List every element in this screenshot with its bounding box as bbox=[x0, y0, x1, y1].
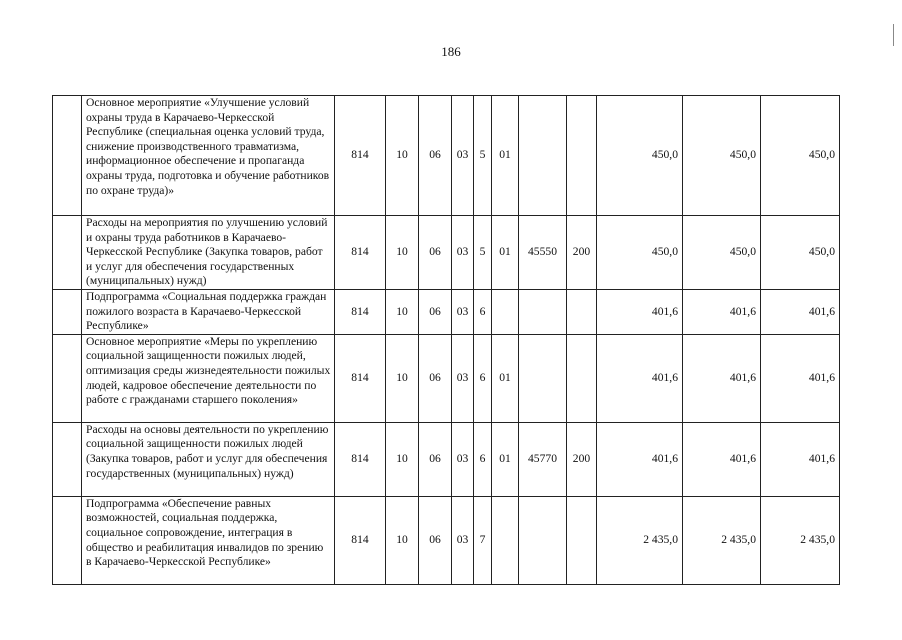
subsection-code: 06 bbox=[419, 96, 452, 216]
amount-year-1: 401,6 bbox=[597, 334, 683, 422]
amount-year-3: 401,6 bbox=[761, 290, 840, 335]
ministry-code: 814 bbox=[335, 96, 386, 216]
direction-code bbox=[519, 334, 567, 422]
event-code bbox=[492, 496, 519, 584]
amount-year-3: 450,0 bbox=[761, 96, 840, 216]
budget-table bbox=[52, 95, 840, 585]
budget-rows bbox=[53, 96, 840, 585]
program-code: 03 bbox=[452, 422, 474, 496]
subsection-code: 06 bbox=[419, 290, 452, 335]
amount-year-2: 401,6 bbox=[683, 422, 761, 496]
table-row bbox=[53, 334, 840, 422]
program-code: 03 bbox=[452, 290, 474, 335]
expense-type-code bbox=[567, 334, 597, 422]
margin-cell bbox=[53, 422, 82, 496]
row-name: Подпрограмма «Обеспечение равных возможностей, социальная поддержка, социальное сопровождение, интеграция в общество и реабилитация инвалидов по зрению в Карачаево-Черкесской Республике» bbox=[82, 496, 335, 584]
ministry-code: 814 bbox=[335, 496, 386, 584]
expense-type-code bbox=[567, 290, 597, 335]
scan-edge-mark bbox=[893, 24, 894, 46]
margin-cell bbox=[53, 96, 82, 216]
direction-code: 45550 bbox=[519, 216, 567, 290]
ministry-code: 814 bbox=[335, 290, 386, 335]
row-name: Расходы на мероприятия по улучшению условий и охраны труда работников в Карачаево-Черкесской Республике (Закупка товаров, работ и услуг для обеспечения государственных (муниципальных) нужд) bbox=[82, 216, 335, 290]
table-row bbox=[53, 496, 840, 584]
amount-year-2: 450,0 bbox=[683, 216, 761, 290]
subprogram-code: 6 bbox=[474, 290, 492, 335]
section-code: 10 bbox=[386, 216, 419, 290]
event-code: 01 bbox=[492, 422, 519, 496]
table-row bbox=[53, 96, 840, 216]
ministry-code: 814 bbox=[335, 334, 386, 422]
subsection-code: 06 bbox=[419, 216, 452, 290]
event-code: 01 bbox=[492, 334, 519, 422]
amount-year-3: 401,6 bbox=[761, 334, 840, 422]
event-code bbox=[492, 290, 519, 335]
amount-year-3: 401,6 bbox=[761, 422, 840, 496]
ministry-code: 814 bbox=[335, 422, 386, 496]
amount-year-3: 450,0 bbox=[761, 216, 840, 290]
section-code: 10 bbox=[386, 334, 419, 422]
expense-type-code bbox=[567, 496, 597, 584]
margin-cell bbox=[53, 290, 82, 335]
section-code: 10 bbox=[386, 96, 419, 216]
expense-type-code: 200 bbox=[567, 422, 597, 496]
direction-code: 45770 bbox=[519, 422, 567, 496]
ministry-code: 814 bbox=[335, 216, 386, 290]
amount-year-1: 2 435,0 bbox=[597, 496, 683, 584]
subprogram-code: 5 bbox=[474, 96, 492, 216]
amount-year-2: 450,0 bbox=[683, 96, 761, 216]
amount-year-2: 401,6 bbox=[683, 334, 761, 422]
page-number: 186 bbox=[441, 44, 461, 59]
section-code: 10 bbox=[386, 422, 419, 496]
expense-type-code bbox=[567, 96, 597, 216]
amount-year-3: 2 435,0 bbox=[761, 496, 840, 584]
subprogram-code: 5 bbox=[474, 216, 492, 290]
subprogram-code: 6 bbox=[474, 334, 492, 422]
program-code: 03 bbox=[452, 334, 474, 422]
event-code: 01 bbox=[492, 216, 519, 290]
amount-year-2: 401,6 bbox=[683, 290, 761, 335]
margin-cell bbox=[53, 334, 82, 422]
subsection-code: 06 bbox=[419, 334, 452, 422]
subsection-code: 06 bbox=[419, 496, 452, 584]
amount-year-2: 2 435,0 bbox=[683, 496, 761, 584]
table-row bbox=[53, 422, 840, 496]
program-code: 03 bbox=[452, 496, 474, 584]
expense-type-code: 200 bbox=[567, 216, 597, 290]
section-code: 10 bbox=[386, 290, 419, 335]
table-row bbox=[53, 216, 840, 290]
amount-year-1: 450,0 bbox=[597, 96, 683, 216]
row-name: Расходы на основы деятельности по укреплению социальной защищенности пожилых людей (Закупка товаров, работ и услуг для обеспечения государственных (муниципальных) нужд) bbox=[82, 422, 335, 496]
direction-code bbox=[519, 96, 567, 216]
row-name: Основное мероприятие «Улучшение условий охраны труда в Карачаево-Черкесской Республике (специальная оценка условий труда, снижение производственного травматизма, информационное обеспечение и пропаганда охраны труда, подготовка и обучение работников по охране труда)» bbox=[82, 96, 335, 216]
subprogram-code: 7 bbox=[474, 496, 492, 584]
amount-year-1: 450,0 bbox=[597, 216, 683, 290]
program-code: 03 bbox=[452, 96, 474, 216]
margin-cell bbox=[53, 496, 82, 584]
amount-year-1: 401,6 bbox=[597, 290, 683, 335]
direction-code bbox=[519, 496, 567, 584]
program-code: 03 bbox=[452, 216, 474, 290]
subprogram-code: 6 bbox=[474, 422, 492, 496]
row-name: Основное мероприятие «Меры по укреплению социальной защищенности пожилых людей, оптимизация среды жизнедеятельности пожилых людей, кадровое обеспечение деятельности по работе с гражданами старшего поколения» bbox=[82, 334, 335, 422]
amount-year-1: 401,6 bbox=[597, 422, 683, 496]
table-row bbox=[53, 290, 840, 335]
row-name: Подпрограмма «Социальная поддержка граждан пожилого возраста в Карачаево-Черкесской Республике» bbox=[82, 290, 335, 335]
section-code: 10 bbox=[386, 496, 419, 584]
event-code: 01 bbox=[492, 96, 519, 216]
margin-cell bbox=[53, 216, 82, 290]
direction-code bbox=[519, 290, 567, 335]
subsection-code: 06 bbox=[419, 422, 452, 496]
